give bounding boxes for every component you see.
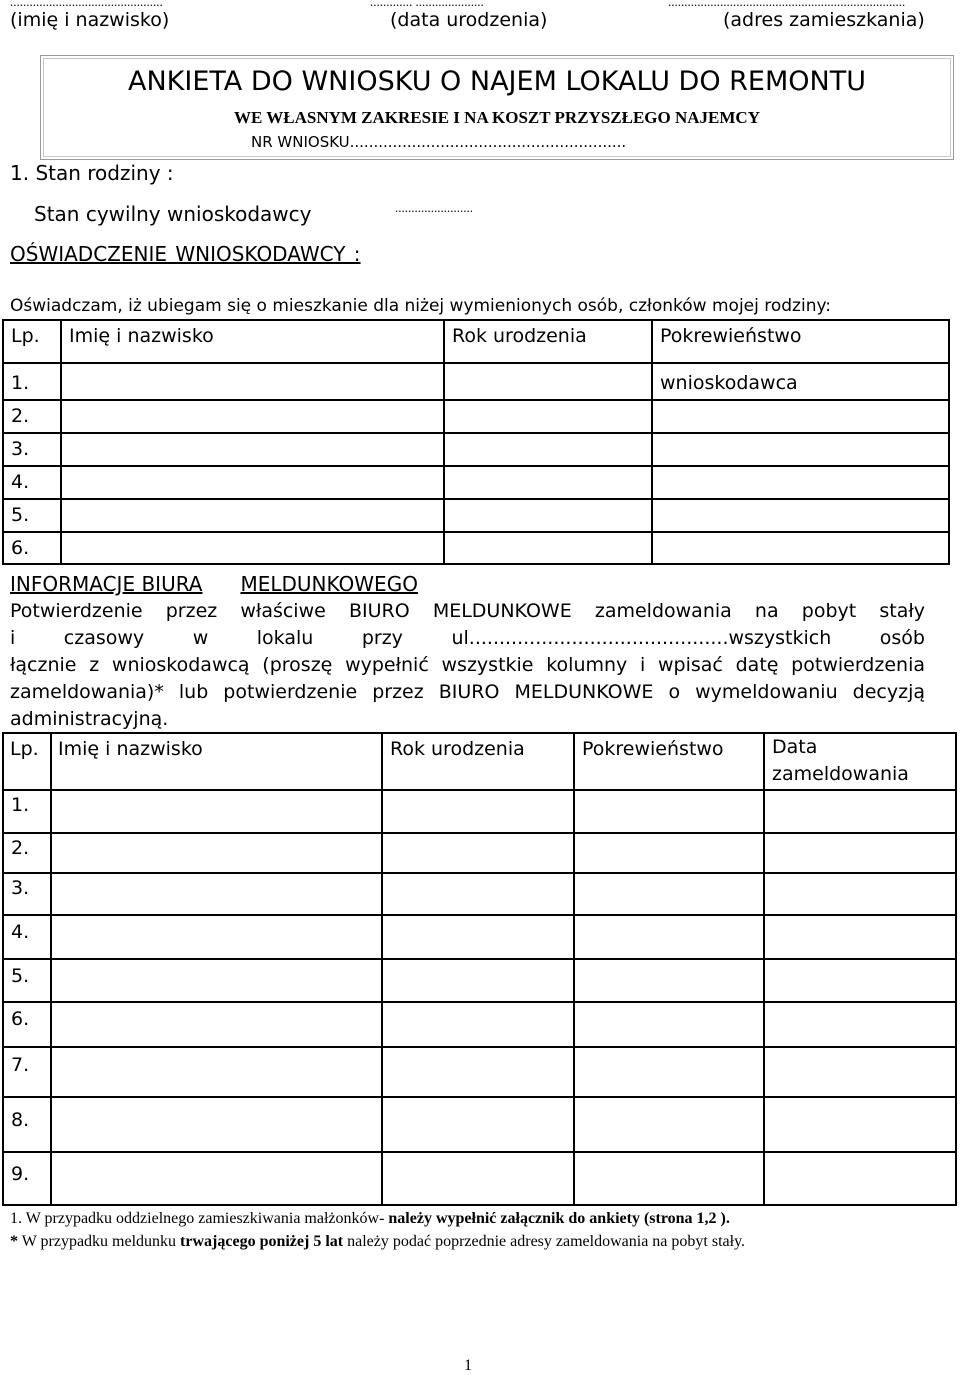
table-row [3, 959, 956, 1002]
column-header-lp: Lp. [11, 325, 40, 347]
table-row [3, 433, 949, 466]
birth-year-cell[interactable] [382, 873, 574, 915]
table-row [3, 1152, 956, 1205]
name-cell[interactable] [51, 1152, 382, 1205]
address-label: (adres zamieszkania) [723, 9, 925, 31]
table-row [3, 833, 956, 873]
row-number: 9. [11, 1163, 30, 1185]
page-number: 1 [464, 1357, 472, 1374]
birth-year-cell[interactable] [382, 1152, 574, 1205]
column-header-birth-year: Rok urodzenia [452, 325, 587, 347]
relation-cell[interactable] [574, 915, 764, 959]
relation-cell[interactable] [652, 466, 949, 499]
column-header-lp: Lp. [10, 738, 39, 760]
name-cell[interactable] [51, 833, 382, 873]
column-header-date-line2: zameldowania [772, 763, 909, 785]
paragraph-line: administracyjną. [10, 708, 169, 730]
birth-year-cell[interactable] [382, 915, 574, 959]
declaration-text: Oświadczam, iż ubiegam się o mieszkanie dla niżej wymienionych osób, członków mojej rodziny: [10, 296, 832, 316]
name-cell[interactable] [61, 466, 444, 499]
table-row [3, 400, 949, 433]
row-number: 3. [11, 877, 30, 899]
column-header-relation: Pokrewieństwo [582, 738, 724, 760]
table-row [3, 363, 949, 400]
form-subtitle: WE WŁASNYM ZAKRESIE I NA KOSZT PRZYSZŁEGO NAJEMCY [233, 108, 760, 127]
paragraph-line: Potwierdzenie przez właściwe BIURO MELDUNKOWE zameldowania na pobyt stały [10, 600, 925, 622]
family-status-heading: 1. Stan rodziny : [10, 161, 174, 185]
relation-cell[interactable] [574, 959, 764, 1002]
name-cell[interactable] [51, 1047, 382, 1097]
relation-cell[interactable] [652, 499, 949, 532]
registration-date-cell[interactable] [764, 1047, 956, 1097]
birth-year-cell[interactable] [444, 363, 652, 400]
name-dots: ............................................... [10, 0, 163, 9]
registration-date-cell[interactable] [764, 833, 956, 873]
row-number: 3. [11, 438, 30, 460]
form-title: ANKIETA DO WNIOSKU O NAJEM LOKALU DO REMONTU [128, 66, 866, 97]
footnote-2-text-a: W przypadku meldunku [18, 1233, 181, 1250]
relation-cell[interactable] [574, 1002, 764, 1047]
registration-date-cell[interactable] [764, 873, 956, 915]
registration-heading-part1: INFORMACJE BIURA [10, 572, 203, 596]
table-row [3, 873, 956, 915]
footnote-2 [10, 1233, 745, 1251]
column-header-birth-year: Rok urodzenia [390, 738, 525, 760]
row-number: 1. [11, 794, 30, 816]
relation-cell[interactable] [652, 400, 949, 433]
birth-date-label: (data urodzenia) [390, 9, 548, 31]
relation-cell[interactable] [574, 1097, 764, 1152]
footnote-1-bold: należy wypełnić załącznik do ankiety (strona 1,2 ). [388, 1210, 730, 1227]
paragraph-line: zameldowania)* lub potwierdzenie przez BIURO MELDUNKOWE o wymeldowaniu decyzją [10, 681, 925, 703]
table-row [3, 915, 956, 959]
address-dots: ......................................................................... [668, 0, 906, 9]
row-number: 5. [11, 504, 30, 526]
birth-year-cell[interactable] [444, 433, 652, 466]
name-cell[interactable] [51, 873, 382, 915]
registration-heading [10, 572, 418, 596]
family-members-table [2, 319, 950, 565]
paragraph-line: i czasowy w lokalu przy ul...........................................wszystkich osób [10, 627, 925, 649]
table-row [3, 1047, 956, 1097]
relation-cell[interactable] [652, 433, 949, 466]
table-row [3, 790, 956, 833]
table-row [3, 466, 949, 499]
name-cell[interactable] [51, 1097, 382, 1152]
relation-cell[interactable] [652, 532, 949, 564]
birth-year-cell[interactable] [444, 532, 652, 564]
title-box [40, 55, 954, 160]
footnote-1-text: 1. W przypadku oddzielnego zamieszkiwania małżonków- [10, 1210, 389, 1227]
name-cell[interactable] [51, 915, 382, 959]
row-number: 6. [11, 1008, 30, 1030]
relation-cell[interactable] [574, 1152, 764, 1205]
registration-date-cell[interactable] [764, 1002, 956, 1047]
name-cell[interactable] [61, 499, 444, 532]
row-number: 7. [11, 1054, 30, 1076]
registration-date-cell[interactable] [764, 1097, 956, 1152]
relation-cell[interactable] [574, 873, 764, 915]
birth-dots: ............. ..................... [370, 0, 484, 9]
row-number: 4. [11, 921, 30, 943]
relation-cell: wnioskodawca [660, 372, 798, 394]
civil-status-label: Stan cywilny wnioskodawcy [34, 202, 312, 226]
registration-date-cell[interactable] [764, 1152, 956, 1205]
civil-status-dots: ........................ [395, 200, 473, 215]
table-row [3, 1002, 956, 1047]
name-cell[interactable] [51, 790, 382, 833]
row-number: 4. [11, 471, 30, 493]
birth-year-cell[interactable] [382, 790, 574, 833]
relation-cell[interactable] [574, 833, 764, 873]
footnote-asterisk: * [10, 1233, 18, 1250]
registration-heading-part2: MELDUNKOWEGO [240, 572, 418, 596]
registration-paragraph [10, 598, 925, 733]
name-cell[interactable] [61, 400, 444, 433]
footnote-1 [10, 1210, 730, 1228]
registration-date-cell[interactable] [764, 959, 956, 1002]
table-header-row [3, 320, 949, 363]
birth-year-cell[interactable] [382, 1002, 574, 1047]
birth-year-cell[interactable] [382, 833, 574, 873]
row-number: 2. [11, 837, 30, 859]
row-number: 5. [11, 965, 30, 987]
row-number: 8. [11, 1109, 30, 1131]
declaration-heading: OŚWIADCZENIE WNIOSKODAWCY : [10, 242, 361, 266]
column-header-relation: Pokrewieństwo [660, 325, 802, 347]
registration-date-cell[interactable] [764, 915, 956, 959]
footnote-2-bold: trwającego poniżej 5 lat [180, 1233, 344, 1250]
table-row [3, 1097, 956, 1152]
birth-year-cell[interactable] [382, 959, 574, 1002]
row-number: 1. [11, 372, 30, 394]
table-row [3, 532, 949, 564]
name-cell[interactable] [51, 1002, 382, 1047]
column-header-name: Imię i nazwisko [58, 738, 203, 760]
table-row [3, 499, 949, 532]
column-header-name: Imię i nazwisko [69, 325, 214, 347]
row-number: 2. [11, 405, 30, 427]
relation-cell[interactable] [574, 1047, 764, 1097]
birth-year-cell[interactable] [382, 1097, 574, 1152]
registration-table [2, 732, 957, 1206]
birth-year-cell[interactable] [382, 1047, 574, 1097]
row-number: 6. [11, 537, 30, 559]
birth-year-cell[interactable] [444, 499, 652, 532]
birth-year-cell[interactable] [444, 400, 652, 433]
name-cell[interactable] [61, 532, 444, 564]
column-header-registration-date [765, 734, 955, 788]
birth-year-cell[interactable] [444, 466, 652, 499]
name-cell[interactable] [51, 959, 382, 1002]
name-label: (imię i nazwisko) [10, 9, 170, 31]
relation-cell[interactable] [574, 790, 764, 833]
name-cell[interactable] [61, 363, 444, 400]
paragraph-line: łącznie z wnioskodawcą (proszę wypełnić wszystkie kolumny i wpisać datę potwierdzenia [10, 654, 925, 676]
column-header-date-line1: Data [772, 736, 818, 758]
registration-date-cell[interactable] [764, 790, 956, 833]
footnote-2-text-c: należy podać poprzednie adresy zameldowania na pobyt stały. [343, 1233, 746, 1250]
table-header-row [3, 733, 956, 790]
application-number-field: NR WNIOSKU.......................................................... [251, 133, 627, 151]
name-cell[interactable] [61, 433, 444, 466]
